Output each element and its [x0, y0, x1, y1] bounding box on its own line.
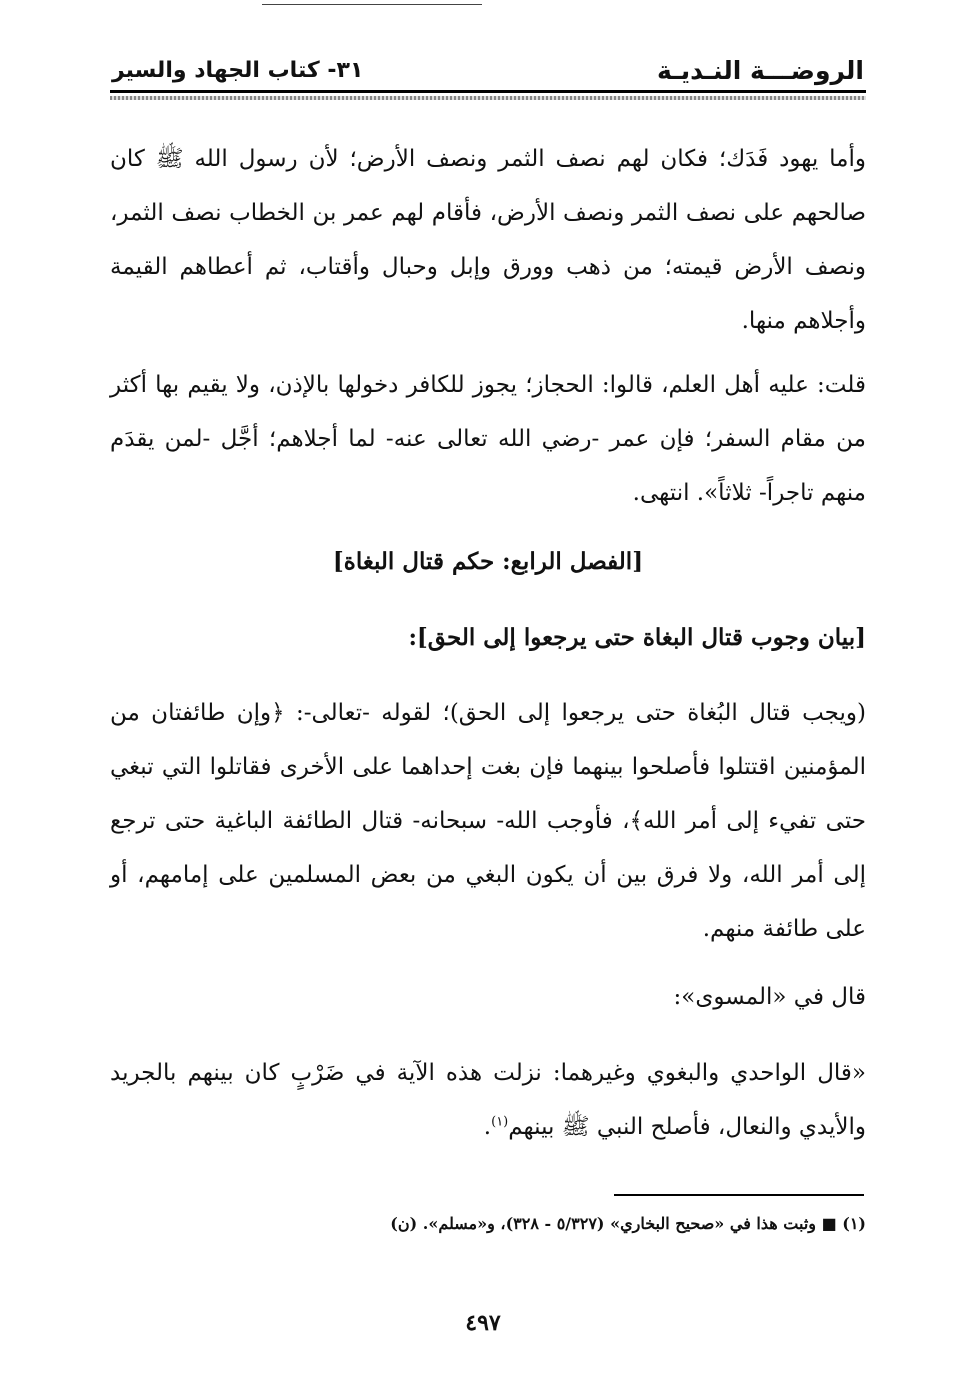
header-rule-ornament: [110, 96, 866, 100]
footnote-rule: [614, 1194, 864, 1196]
top-rule: [262, 4, 482, 5]
quote-end: .: [483, 1114, 492, 1140]
body-block-5: [110, 1046, 866, 1154]
paragraph-quote: [110, 1046, 866, 1154]
paragraph-wujub-qital: (ويجب قتال البُغاة حتى يرجعوا إلى الحق)؛ لقوله -تعالى-: ﴿وإن طائفتان من المؤمنين اقتتلوا فأصلحوا بينهما فإن بغت إحداهما على الأخرى فقاتلوا التي تبغي حتى تفيء إلى أمر الله﴾، فأوجب الله- سبحانه- قتال الطائفة الباغية حتى ترجع إلى أمر الله، ولا فرق بين أن يكون البغي من بعض المسلمين على إمامهم، أو على طائفة منهم.: [110, 700, 866, 942]
footnote: (١) ■ وثبت هذا في «صحيح البخاري» (٥/٣٢٧ - ٣٢٨)، و«مسلم». (ن): [390, 1214, 866, 1233]
quote-text: «قال الواحدي والبغوي وغيرهما: نزلت هذه الآية في ضَرْبٍ كان بينهم بالجريد والأيدي والنعال، فأصلح النبي ﷺ بينهم: [110, 1060, 866, 1140]
section-heading: [الفصل الرابع: حكم قتال البغاة]: [332, 548, 644, 575]
body-block-1: [110, 132, 866, 348]
body-block-3: [110, 686, 866, 956]
paragraph-qult: قلت: عليه أهل العلم، قالوا: الحجاز؛ يجوز للكافر دخولها بالإذن، ولا يقيم بها أكثر من مقام السفر؛ فإن عمر -رضي الله تعالى عنه- لما أجلاهم؛ أجَّل -لمن يقدَم منهم تاجراً- ثلاثاً». انتهى.: [110, 372, 866, 506]
footnote-marker[interactable]: (١): [491, 1114, 509, 1130]
paragraph-yahud-fadak: وأما يهود فَدَك؛ فكان لهم نصف الثمر ونصف الأرض؛ لأن رسول الله ﷺ كان صالحهم على نصف الثمر ونصف الأرض، فأقام لهم عمر بن الخطاب نصف الثمر، ونصف الأرض قيمته؛ من ذهب وورق وإبل وحبال وأقتاب، ثم أعطاهم القيمة وأجلاهم منها.: [110, 146, 866, 334]
running-header: [112, 56, 864, 92]
book-title: الروضـــة النـديـة: [657, 56, 864, 85]
page-number: ٤٩٧: [465, 1310, 501, 1336]
sub-heading: [بيان وجوب قتال البغاة حتى يرجعوا إلى الحق]:: [408, 624, 866, 651]
header-rule: [110, 90, 866, 93]
chapter-title: ٣١- كتاب الجهاد والسير: [112, 58, 364, 83]
body-block-2: [110, 358, 866, 520]
body-block-4: [110, 970, 866, 1024]
paragraph-qala-fi-musawwa: قال في «المسوى»:: [673, 984, 866, 1010]
